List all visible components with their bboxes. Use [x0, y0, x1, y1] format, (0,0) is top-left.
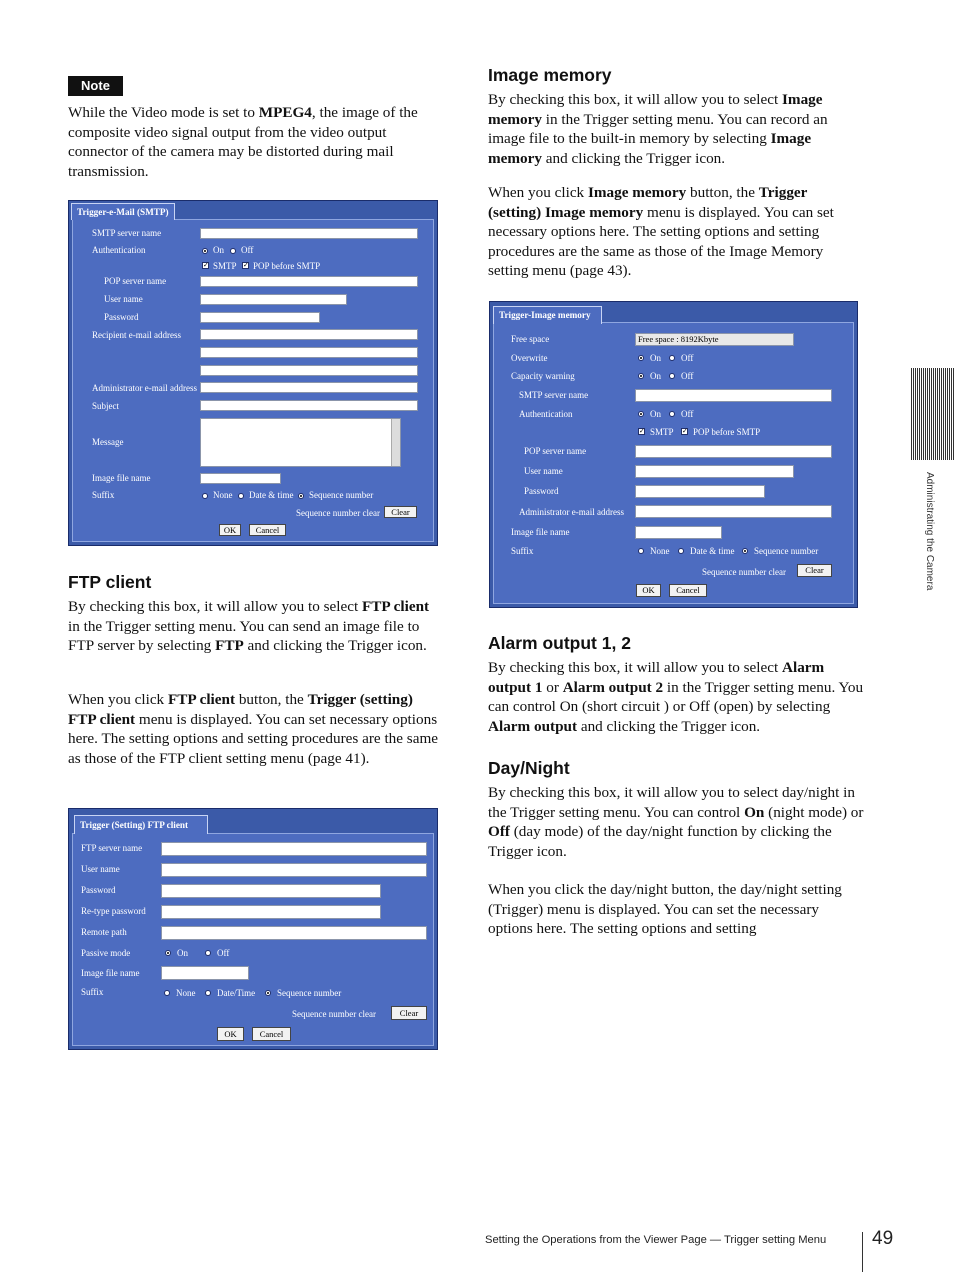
smtp-checkbox-label: SMTP [213, 261, 237, 271]
ftp-suffix-sequence-radio[interactable] [265, 990, 271, 996]
subject-input[interactable] [200, 400, 418, 411]
image-file-input[interactable] [200, 473, 281, 484]
image-memory-panel [489, 301, 858, 608]
label-im-administrator: Administrator e-mail address [519, 507, 624, 517]
footer-divider [862, 1232, 863, 1272]
label-recipient: Recipient e-mail address [92, 330, 181, 340]
im-suffix-date-label: Date & time [690, 546, 735, 556]
auth-on-label: On [213, 245, 224, 255]
label-message: Message [92, 437, 124, 447]
im-suffix-none-radio[interactable] [638, 548, 644, 554]
im-smtp-checkbox[interactable]: ✓ [639, 427, 645, 435]
label-capacity-warning: Capacity warning [511, 371, 575, 381]
side-tab-stripe [917, 368, 918, 460]
clear-button[interactable]: Clear [384, 506, 417, 518]
side-tab-stripe [949, 368, 950, 460]
message-scrollbar[interactable] [391, 419, 400, 466]
im-password-input[interactable] [635, 485, 765, 498]
smtp-panel-tab[interactable]: Trigger-e-Mail (SMTP) [71, 203, 175, 220]
label-image-file: Image file name [92, 473, 151, 483]
ftp-clear-button[interactable]: Clear [391, 1006, 427, 1020]
note-label: Note [68, 76, 123, 96]
ftp-suffix-date-label: Date/Time [217, 988, 256, 998]
label-ftp-password: Password [81, 885, 116, 895]
im-cancel-button[interactable]: Cancel [669, 584, 707, 597]
label-ftp-server: FTP server name [81, 843, 143, 853]
cancel-button[interactable]: Cancel [249, 524, 286, 536]
suffix-none-radio[interactable] [202, 493, 208, 499]
ftp-sequence-clear-label: Sequence number clear [292, 1009, 376, 1019]
ftp-suffix-none-label: None [176, 988, 196, 998]
im-suffix-date-radio[interactable] [678, 548, 684, 554]
side-tab-stripe [947, 368, 948, 460]
side-index-tab [911, 368, 954, 460]
capacity-off-radio[interactable] [669, 373, 675, 379]
label-ftp-suffix: Suffix [81, 987, 104, 997]
label-authentication: Authentication [92, 245, 146, 255]
smtp-server-input[interactable] [200, 228, 418, 239]
ftp-image-file-input[interactable] [161, 966, 249, 980]
message-textarea[interactable] [200, 418, 401, 467]
ftp-suffix-sequence-label: Sequence number [277, 988, 342, 998]
side-tab-stripe [951, 368, 952, 460]
smtp-checkbox[interactable]: ✓ [203, 261, 209, 269]
free-space-field: Free space : 8192Kbyte [635, 333, 794, 346]
overwrite-on-radio[interactable] [638, 355, 644, 361]
label-smtp-server: SMTP server name [92, 228, 162, 238]
ftp-client-heading: FTP client [68, 572, 152, 592]
side-tab-stripe [935, 368, 936, 460]
label-im-user-name: User name [524, 466, 563, 476]
label-im-image-file: Image file name [511, 527, 570, 537]
label-ftp-retype: Re-type password [81, 906, 146, 916]
side-tab-stripe [913, 368, 914, 460]
side-section-label: Administrating the Camera [924, 472, 935, 591]
suffix-sequence-label: Sequence number [309, 490, 374, 500]
im-ok-button[interactable]: OK [636, 584, 661, 597]
label-im-authentication: Authentication [519, 409, 573, 419]
ftp-user-input[interactable] [161, 863, 427, 877]
image-memory-paragraph-1: By checking this box, it will allow you to select Image memory in the Trigger setting menu. You can record an image file to the built-in memory by selecting Image memory and clicking the Trigger icon. [488, 91, 828, 167]
ftp-retype-input[interactable] [161, 905, 381, 919]
smtp-settings-panel [68, 200, 438, 546]
alarm-output-paragraph: By checking this box, it will allow you to select Alarm output 1 or Alarm output 2 in the Trigger setting menu. You can control On (short circuit ) or Off (open) by selecting Alarm output and clicking the Trigger icon. [488, 659, 864, 735]
im-clear-button[interactable]: Clear [797, 564, 832, 577]
im-auth-off-radio[interactable] [669, 411, 675, 417]
suffix-date-label: Date & time [249, 490, 294, 500]
side-tab-stripe [929, 368, 930, 460]
label-im-suffix: Suffix [511, 546, 534, 556]
label-subject: Subject [92, 401, 119, 411]
capacity-on-radio[interactable] [638, 373, 644, 379]
pop-before-smtp-label: POP before SMTP [253, 261, 321, 271]
im-smtp-checkbox-label: SMTP [650, 427, 674, 437]
im-user-name-input[interactable] [635, 465, 794, 478]
side-tab-stripe [933, 368, 934, 460]
capacity-on-label: On [650, 371, 661, 381]
label-im-password: Password [524, 486, 559, 496]
im-sequence-clear-label: Sequence number clear [702, 567, 786, 577]
label-ftp-image-file: Image file name [81, 968, 140, 978]
label-administrator: Administrator e-mail address [92, 383, 197, 393]
label-password: Password [104, 312, 139, 322]
side-tab-stripe [943, 368, 944, 460]
im-pop-before-smtp-label: POP before SMTP [693, 427, 761, 437]
passive-on-label: On [177, 948, 188, 958]
auth-on-radio[interactable] [202, 248, 208, 254]
remote-path-input[interactable] [161, 926, 427, 940]
im-auth-on-label: On [650, 409, 661, 419]
overwrite-off-label: Off [681, 353, 694, 363]
label-remote-path: Remote path [81, 927, 127, 937]
label-pop-server: POP server name [104, 276, 167, 286]
image-memory-paragraph-2: When you click Image memory button, the Trigger (setting) Image memory menu is displayed. You can set necessary options here. The setting options and setting procedures are the same as those of the Image Memory setting menu (page 43). [488, 184, 834, 279]
sequence-clear-label: Sequence number clear [296, 508, 380, 518]
im-suffix-sequence-radio[interactable] [742, 548, 748, 554]
ftp-password-input[interactable] [161, 884, 381, 898]
ftp-client-paragraph-2: When you click FTP client button, the Trigger (setting) FTP client menu is displayed. You can set necessary options here. The setting options and setting procedures are the same as those of the FTP client setting menu (page 41). [68, 691, 439, 767]
label-im-smtp-server: SMTP server name [519, 390, 589, 400]
side-tab-stripe [919, 368, 920, 460]
im-auth-on-radio[interactable] [638, 411, 644, 417]
side-tab-stripe [927, 368, 928, 460]
password-input[interactable] [200, 312, 320, 323]
recipient-input-1[interactable] [200, 329, 418, 340]
auth-off-radio[interactable] [230, 248, 236, 254]
im-auth-off-label: Off [681, 409, 694, 419]
auth-off-label: Off [241, 245, 254, 255]
label-user-name: User name [104, 294, 143, 304]
suffix-sequence-radio[interactable] [298, 493, 304, 499]
ftp-suffix-date-radio[interactable] [205, 990, 211, 996]
ftp-client-paragraph-1: By checking this box, it will allow you to select FTP client in the Trigger setting menu. You can send an image file to FTP server by selecting FTP and clicking the Trigger icon. [68, 598, 430, 654]
day-night-heading: Day/Night [488, 758, 570, 778]
side-tab-stripe [937, 368, 938, 460]
recipient-input-3[interactable] [200, 365, 418, 376]
overwrite-on-label: On [650, 353, 661, 363]
label-passive-mode: Passive mode [81, 948, 131, 958]
side-tab-stripe [915, 368, 916, 460]
overwrite-off-radio[interactable] [669, 355, 675, 361]
label-ftp-user: User name [81, 864, 120, 874]
side-tab-stripe [941, 368, 942, 460]
side-tab-stripe [925, 368, 926, 460]
pop-server-input[interactable] [200, 276, 418, 287]
administrator-input[interactable] [200, 382, 418, 393]
im-pop-server-input[interactable] [635, 445, 832, 458]
im-smtp-server-input[interactable] [635, 389, 832, 402]
im-pop-before-smtp-checkbox[interactable]: ✓ [682, 427, 688, 435]
ftp-cancel-button[interactable]: Cancel [252, 1027, 291, 1041]
suffix-none-label: None [213, 490, 233, 500]
day-night-paragraph-2: When you click the day/night button, the day/night setting (Trigger) menu is displayed. You can set the necessary options here. The setting options and setting [488, 881, 842, 937]
im-administrator-input[interactable] [635, 505, 832, 518]
label-overwrite: Overwrite [511, 353, 548, 363]
ftp-settings-panel [68, 808, 438, 1050]
page-number: 49 [872, 1228, 894, 1249]
user-name-input[interactable] [200, 294, 347, 305]
ftp-suffix-none-radio[interactable] [164, 990, 170, 996]
ftp-panel-tab[interactable]: Trigger (Setting) FTP client [74, 815, 208, 834]
side-tab-stripe [931, 368, 932, 460]
im-suffix-none-label: None [650, 546, 670, 556]
side-tab-stripe [939, 368, 940, 460]
recipient-input-2[interactable] [200, 347, 418, 358]
side-tab-stripe [911, 368, 912, 460]
im-image-file-input[interactable] [635, 526, 722, 539]
capacity-off-label: Off [681, 371, 694, 381]
day-night-paragraph-1: By checking this box, it will allow you to select day/night in the Trigger setting menu. You can control On (night mode) or Off (day mode) of the day/night function by clicking the Trigger icon. [488, 784, 864, 860]
image-memory-heading: Image memory [488, 65, 612, 85]
ftp-ok-button[interactable]: OK [217, 1027, 244, 1041]
side-tab-stripe [921, 368, 922, 460]
alarm-output-heading: Alarm output 1, 2 [488, 633, 631, 653]
label-suffix: Suffix [92, 490, 115, 500]
label-im-pop-server: POP server name [524, 446, 587, 456]
im-suffix-sequence-label: Sequence number [754, 546, 819, 556]
side-tab-stripe [923, 368, 924, 460]
label-free-space: Free space [511, 334, 550, 344]
note-text: While the Video mode is set to MPEG4, the image of the composite video signal output from the video output connector of the camera may be distorted during mail transmission. [68, 104, 418, 180]
ok-button[interactable]: OK [219, 524, 241, 536]
passive-on-radio[interactable] [165, 950, 171, 956]
pop-before-smtp-checkbox[interactable]: ✓ [243, 261, 249, 269]
passive-off-label: Off [217, 948, 230, 958]
passive-off-radio[interactable] [205, 950, 211, 956]
side-tab-stripe [945, 368, 946, 460]
footer-title: Setting the Operations from the Viewer Page — Trigger setting Menu [485, 1234, 827, 1246]
suffix-date-radio[interactable] [238, 493, 244, 499]
ftp-server-input[interactable] [161, 842, 427, 856]
image-memory-panel-tab[interactable]: Trigger-Image memory [493, 306, 602, 324]
